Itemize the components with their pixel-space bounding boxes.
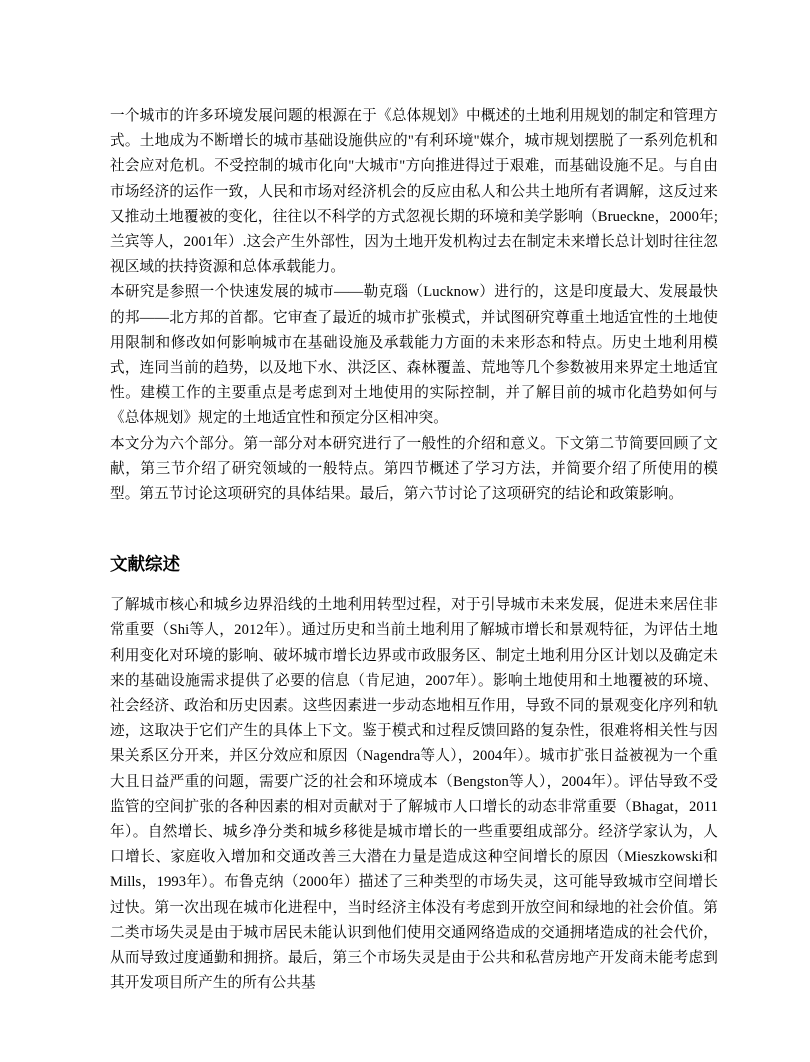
spacer bbox=[110, 577, 718, 593]
paragraph: 一个城市的许多环境发展问题的根源在于《总体规划》中概述的土地利用规划的制定和管理方式。土地成为不断增长的城市基础设施供应的"有利环境"媒介，城市规划摆脱了一系列危机和社会应对危机。不受控制的城市化向"大城市"方向推进得过于艰难，而基础设施不足。与自由市场经济的运作一致，人民和市场对经济机会的反应由私人和公共土地所有者调解，这反过来又推动土地覆被的变化，往往以不科学的方式忽视长期的环境和美学影响（Brueckne，2000年;兰宾等人，2001年）.这会产生外部性，因为土地开发机构过去在制定未来增长总计划时往往忽视区域的扶持资源和总体承载能力。 bbox=[110, 108, 718, 276]
section-heading-literature-review: 文献综述 bbox=[110, 554, 180, 575]
paragraph: 本研究是参照一个快速发展的城市——勒克瑙（Lucknow）进行的，这是印度最大、发展最快的邦——北方邦的首都。它审查了最近的城市扩张模式，并试图研究尊重土地适宜性的土地使用限制和修改如何影响城市在基础设施及承载能力方面的未来形态和特点。历史土地利用模式，连同当前的趋势，以及地下水、洪泛区、森林覆盖、荒地等几个参数被用来界定土地适宜性。建模工作的主要重点是考虑到对土地使用的实际控制，并了解目前的城市化趋势如何与《总体规划》规定的土地适宜性和预定分区相冲突。 bbox=[110, 284, 718, 427]
literature-review-section bbox=[110, 593, 718, 996]
spacer bbox=[110, 507, 718, 551]
intro-section bbox=[110, 104, 718, 507]
paragraph: 本文分为六个部分。第一部分对本研究进行了一般性的介绍和意义。下文第二节简要回顾了文献，第三节介绍了研究领域的一般特点。第四节概述了学习方法，并简要介绍了所使用的模型。第五节讨论这项研究的具体结果。最后，第六节讨论了这项研究的结论和政策影响。 bbox=[110, 435, 718, 503]
paragraph: 了解城市核心和城乡边界沿线的土地利用转型过程，对于引导城市未来发展，促进未来居住非常重要（Shi等人，2012年）。通过历史和当前土地利用了解城市增长和景观特征，为评估土地利用变化对环境的影响、破坏城市增长边界或市政服务区、制定土地利用分区计划以及确定未来的基础设施需求提供了必要的信息（肯尼迪，2007年）。影响土地使用和土地覆被的环境、社会经济、政治和历史因素。这些因素进一步动态地相互作用，导致不同的景观变化序列和轨迹，这取决于它们产生的具体上下文。鉴于模式和过程反馈回路的复杂性，很难将相关性与因果关系区分开来，并区分效应和原因（Nagendra等人），2004年）。城市扩张日益被视为一个重大且日益严重的问题，需要广泛的社会和环境成本（Bengston等人），2004年）。评估导致不受监管的空间扩张的各种因素的相对贡献对于了解城市人口增长的动态非常重要（Bhagat，2011年）。自然增长、城乡净分类和城乡移徙是城市增长的一些重要组成部分。经济学家认为，人口增长、家庭收入增加和交通改善三大潜在力量是造成这种空间增长的原因（Mieszkowski和Mills，1993年）。布鲁克纳（2000年）描述了三种类型的市场失灵，这可能导致城市空间增长过快。第一次出现在城市化进程中，当时经济主体没有考虑到开放空间和绿地的社会价值。第二类市场失灵是由于城市居民未能认识到他们使用交通网络造成的交通拥堵造成的社会代价，从而导致过度通勤和拥挤。最后，第三个市场失灵是由于公共和私营房地产开发商未能考虑到其开发项目所产生的所有公共基 bbox=[110, 597, 718, 992]
